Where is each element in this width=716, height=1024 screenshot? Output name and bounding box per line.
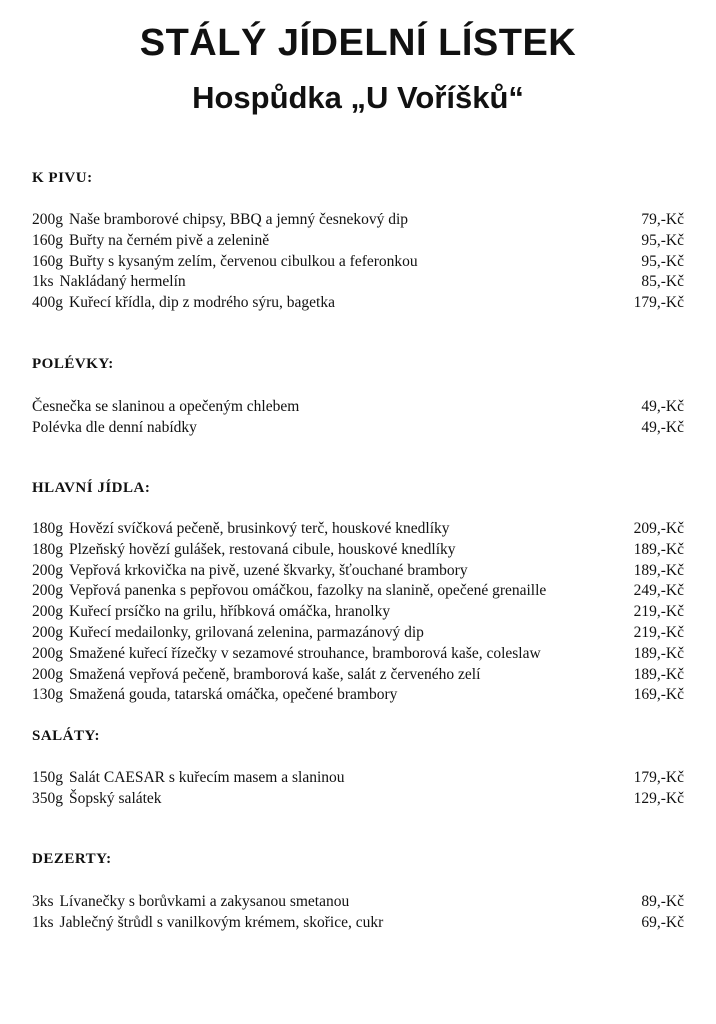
menu-item-quantity: 180g <box>32 520 63 537</box>
menu-item-name: Buřty na černém pivě a zelenině <box>69 232 270 249</box>
menu-item-price: 189,-Kč <box>633 541 684 558</box>
menu-item-description <box>32 622 424 643</box>
menu-item-description <box>32 912 383 933</box>
menu-item-quantity: 200g <box>32 624 63 641</box>
menu-item-description <box>32 251 418 272</box>
section-heading: HLAVNÍ JÍDLA: <box>32 480 151 496</box>
menu-item-description <box>32 271 186 292</box>
menu-item <box>32 891 684 912</box>
menu-item-name: Kuřecí křídla, dip z modrého sýru, bagetka <box>69 294 335 311</box>
menu-item-quantity: 1ks <box>32 273 54 290</box>
menu-item-price: 249,-Kč <box>633 582 684 599</box>
menu-item-description <box>32 788 162 809</box>
menu-item <box>32 664 684 685</box>
menu-item-name: Jablečný štrůdl s vanilkovým krémem, skořice, cukr <box>59 914 384 931</box>
menu-item-name: Smažené kuřecí řízečky v sezamové strouhance, bramborová kaše, coleslaw <box>69 645 541 662</box>
menu-item-price: 219,-Kč <box>633 603 684 620</box>
menu-item-name: Šopský salátek <box>69 790 162 807</box>
menu-item-price: 85,-Kč <box>641 273 684 290</box>
restaurant-name: Hospůdka „U Voříšků“ <box>192 80 524 115</box>
menu-item-quantity: 200g <box>32 645 63 662</box>
menu-item-price: 209,-Kč <box>633 520 684 537</box>
menu-item-quantity: 200g <box>32 562 63 579</box>
menu-item-description <box>32 560 468 581</box>
menu-item-name: Vepřová panenka s pepřovou omáčkou, fazolky na slanině, opečené grenaille <box>69 582 547 599</box>
menu-item <box>32 230 684 251</box>
menu-item-description <box>32 664 480 685</box>
menu-item-description <box>32 580 546 601</box>
menu-item-name: Kuřecí prsíčko na grilu, hříbková omáčka, hranolky <box>69 603 391 620</box>
menu-item-description <box>32 292 335 313</box>
menu-item-price: 95,-Kč <box>641 253 684 270</box>
menu-item-price: 189,-Kč <box>633 645 684 662</box>
menu-item-price: 95,-Kč <box>641 232 684 249</box>
menu-item-description <box>32 684 397 705</box>
menu-item-price: 179,-Kč <box>633 294 684 311</box>
menu-item-name: Kuřecí medailonky, grilovaná zelenina, parmazánový dip <box>69 624 424 641</box>
menu-item-name: Smažená gouda, tatarská omáčka, opečené brambory <box>69 686 398 703</box>
menu-item-price: 129,-Kč <box>633 790 684 807</box>
menu-item <box>32 622 684 643</box>
menu-item-name: Polévka dle denní nabídky <box>32 419 197 436</box>
menu-item-quantity: 350g <box>32 790 63 807</box>
menu-item-quantity: 200g <box>32 211 63 228</box>
menu-item-quantity: 200g <box>32 603 63 620</box>
menu-item-quantity: 180g <box>32 541 63 558</box>
menu-item-quantity: 160g <box>32 232 63 249</box>
menu-item <box>32 271 684 292</box>
menu-item-quantity: 3ks <box>32 893 54 910</box>
menu-item <box>32 292 684 313</box>
menu-item <box>32 601 684 622</box>
menu-item-quantity: 1ks <box>32 914 54 931</box>
menu-item-price: 189,-Kč <box>633 562 684 579</box>
menu-item-name: Hovězí svíčková pečeně, brusinkový terč, houskové knedlíky <box>69 520 450 537</box>
section-heading: K PIVU: <box>32 170 93 186</box>
menu-title: STÁLÝ JÍDELNÍ LÍSTEK <box>139 22 577 64</box>
menu-item-description <box>32 539 456 560</box>
menu-item-quantity: 200g <box>32 666 63 683</box>
menu-item-price: 179,-Kč <box>633 769 684 786</box>
menu-item-description <box>32 601 390 622</box>
menu-item <box>32 788 684 809</box>
menu-item <box>32 684 684 705</box>
menu-item <box>32 251 684 272</box>
menu-item <box>32 518 684 539</box>
menu-item-name: Naše bramborové chipsy, BBQ a jemný česnekový dip <box>69 211 409 228</box>
menu-item-description <box>32 417 197 438</box>
menu-item <box>32 767 684 788</box>
menu-item-name: Česnečka se slaninou a opečeným chlebem <box>32 398 300 415</box>
menu-item <box>32 539 684 560</box>
menu-item-name: Vepřová krkovička na pivě, uzené škvarky, šťouchané brambory <box>69 562 468 579</box>
menu-item <box>32 209 684 230</box>
menu-item-name: Lívanečky s borůvkami a zakysanou smetanou <box>59 893 350 910</box>
menu-item-price: 49,-Kč <box>641 398 684 415</box>
menu-item-price: 49,-Kč <box>641 419 684 436</box>
menu-item-name: Plzeňský hovězí gulášek, restovaná cibule, houskové knedlíky <box>69 541 456 558</box>
menu-item <box>32 417 684 438</box>
menu-item-name: Smažená vepřová pečeně, bramborová kaše, salát z červeného zelí <box>69 666 481 683</box>
menu-item-description <box>32 643 541 664</box>
menu-item <box>32 643 684 664</box>
menu-item-description <box>32 209 408 230</box>
menu-item-quantity: 150g <box>32 769 63 786</box>
menu-item-description <box>32 518 450 539</box>
menu-item-description <box>32 230 269 251</box>
menu-item-name: Buřty s kysaným zelím, červenou cibulkou a feferonkou <box>69 253 418 270</box>
menu-item-price: 79,-Kč <box>641 211 684 228</box>
menu-item-name: Salát CAESAR s kuřecím masem a slaninou <box>69 769 345 786</box>
section-heading: POLÉVKY: <box>32 356 114 372</box>
menu-item-description <box>32 767 345 788</box>
menu-item-quantity: 130g <box>32 686 63 703</box>
menu-item-quantity: 200g <box>32 582 63 599</box>
menu-item-name: Nakládaný hermelín <box>59 273 186 290</box>
menu-item <box>32 396 684 417</box>
menu-item-quantity: 160g <box>32 253 63 270</box>
menu-item-price: 169,-Kč <box>633 686 684 703</box>
menu-item-description <box>32 396 299 417</box>
menu-item-price: 219,-Kč <box>633 624 684 641</box>
menu-item-price: 189,-Kč <box>633 666 684 683</box>
menu-item-price: 69,-Kč <box>641 914 684 931</box>
section-heading: SALÁTY: <box>32 728 100 744</box>
menu-item <box>32 912 684 933</box>
menu-item-quantity: 400g <box>32 294 63 311</box>
section-heading: DEZERTY: <box>32 851 112 867</box>
menu-item <box>32 580 684 601</box>
menu-item-price: 89,-Kč <box>641 893 684 910</box>
menu-item <box>32 560 684 581</box>
menu-item-description <box>32 891 349 912</box>
